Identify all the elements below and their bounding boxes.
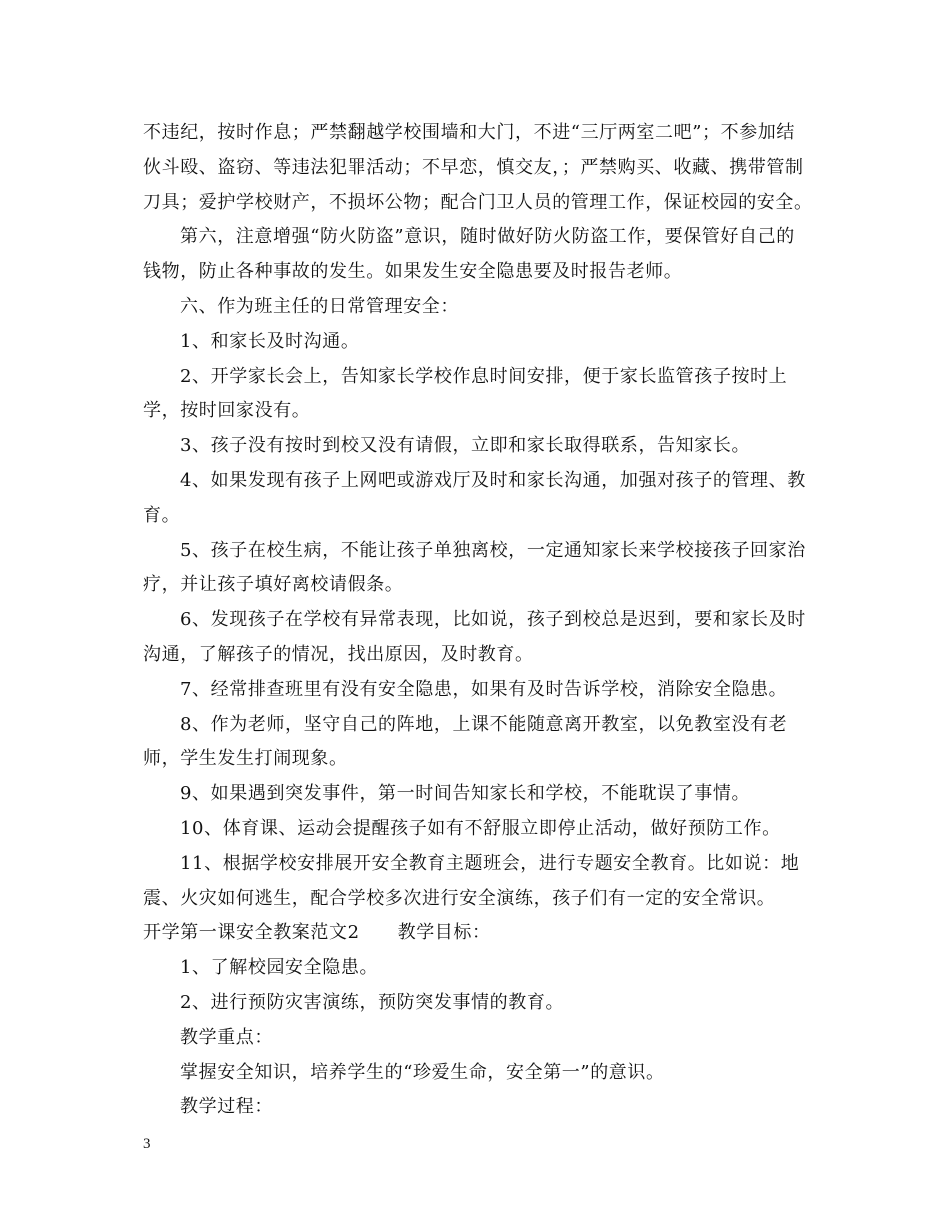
paragraph: 六、作为班主任的日常管理安全： — [180, 295, 459, 317]
paragraph: 教学过程： — [180, 1096, 273, 1118]
paragraph: 掌握安全知识，培养学生的“珍爱生命，安全第一”的意识。 — [180, 1061, 665, 1083]
section-subheading: 教学目标： — [397, 922, 491, 944]
paragraph: 5、孩子在校生病，不能让孩子单独离校，一定通知家长来学校接孩子回家治疗，并让孩子填好离校请假条。 — [143, 539, 806, 596]
page-number: 3 — [143, 1136, 151, 1152]
paragraph: 3、孩子没有按时到校又没有请假，立即和家长取得联系，告知家长。 — [180, 435, 751, 457]
paragraph: 8、作为老师，坚守自己的阵地，上课不能随意离开教室，以免教室没有老师，学生发生打闹现象。 — [143, 713, 788, 770]
paragraph: 4、如果发现有孩子上网吧或游戏厅及时和家长沟通，加强对孩子的管理、教育。 — [143, 469, 806, 526]
paragraph: 不违纪，按时作息；严禁翻越学校围墙和大门，不进“三厅两室二吧”；不参加结伙斗殴、盗窃、等违法犯罪活动；不早恋，慎交友，；严禁购买、收藏、携带管制刀具；爱护学校财产，不损坏公物；配合门卫人员的管理工作，保证校园的安全。 — [143, 122, 813, 213]
paragraph: 教学重点： — [180, 1026, 273, 1048]
document-body — [143, 116, 813, 1125]
paragraph: 2、进行预防灾害演练，预防突发事情的教育。 — [180, 991, 565, 1013]
section-heading-line — [143, 916, 813, 951]
paragraph: 2、开学家长会上，告知家长学校作息时间安排，便于家长监管孩子按时上学，按时回家没有。 — [143, 365, 788, 422]
paragraph: 第六，注意增强“防火防盗”意识，随时做好防火防盗工作，要保管好自己的钱物，防止各种事故的发生。如果发生安全隐患要及时报告老师。 — [143, 226, 795, 283]
paragraph: 10、体育课、运动会提醒孩子如有不舒服立即停止活动，做好预防工作。 — [180, 817, 781, 839]
paragraph: 7、经常排查班里有没有安全隐患，如果有及时告诉学校，消除安全隐患。 — [180, 678, 788, 700]
paragraph: 9、如果遇到突发事件，第一时间告知家长和学校，不能耽误了事情。 — [180, 783, 751, 805]
paragraph: 6、发现孩子在学校有异常表现，比如说，孩子到校总是迟到，要和家长及时沟通，了解孩子的情况，找出原因，及时教育。 — [143, 609, 806, 665]
paragraph: 11、根据学校安排展开安全教育主题班会，进行专题安全教育。比如说：地震、火灾如何逃生，配合学校多次进行安全演练，孩子们有一定的安全常识。 — [143, 852, 800, 909]
paragraph: 1、和家长及时沟通。 — [180, 330, 360, 352]
section-heading: 开学第一课安全教案范文2 — [143, 922, 360, 944]
paragraph: 1、了解校园安全隐患。 — [180, 957, 379, 979]
